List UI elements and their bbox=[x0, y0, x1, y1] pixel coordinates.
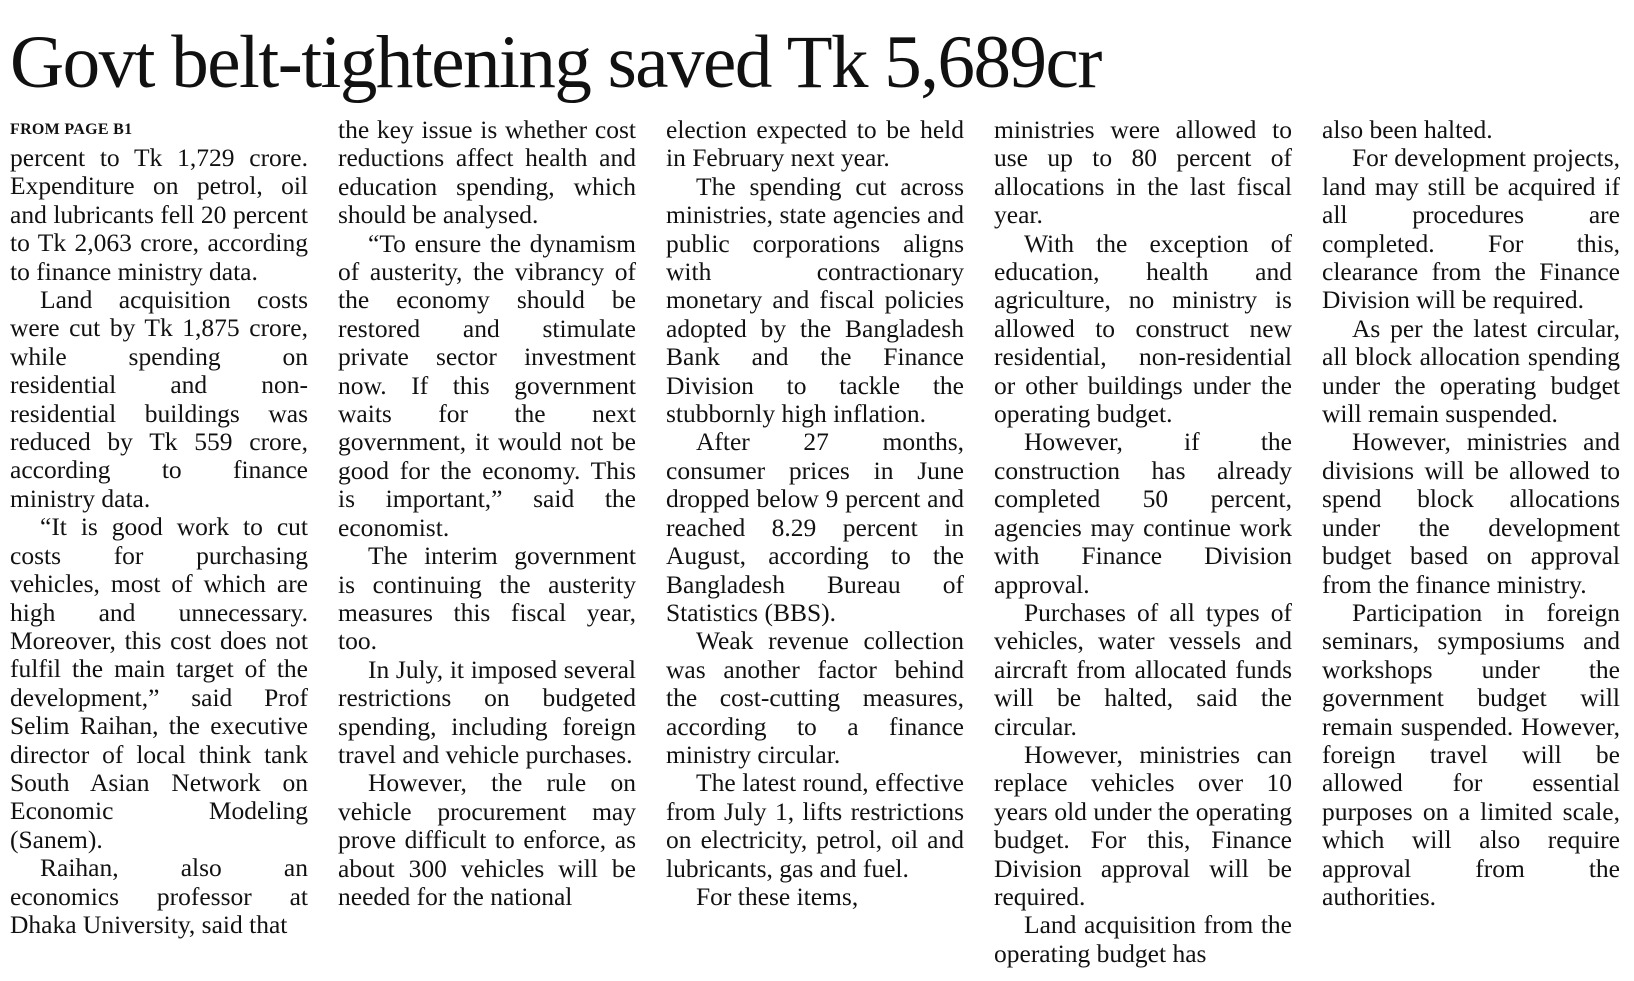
paragraph: Land acquisition costs were cut by Tk 1,875 crore, while spending on residential and non-residential buildings was reduced by Tk 559 crore, according to finance ministry data. bbox=[10, 285, 308, 513]
text-column-1 bbox=[10, 116, 308, 976]
text-column-5 bbox=[1322, 116, 1620, 976]
paragraph: Participation in foreign seminars, symposiums and workshops under the government budget will remain suspended. However, foreign travel will be allowed for essential purposes on a limited scale, which will also require approval from the authorities. bbox=[1322, 597, 1620, 911]
paragraph: the key issue is whether cost reductions affect health and education spending, which should be analysed. bbox=[338, 116, 636, 230]
paragraph: Weak revenue collection was another factor behind the cost-cutting measures, according to a finance ministry circular. bbox=[666, 626, 964, 769]
paragraph: ministries were allowed to use up to 80 percent of allocations in the last fiscal year. bbox=[994, 116, 1292, 230]
paragraph: In July, it imposed several restrictions on budgeted spending, including foreign travel and vehicle purchases. bbox=[338, 654, 636, 769]
text-column-4 bbox=[994, 116, 1292, 976]
text-column-2 bbox=[338, 116, 636, 976]
paragraph: “It is good work to cut costs for purchasing vehicles, most of which are high and unnecessary. Moreover, this cost does not fulfil the main target of the development,” said Prof Selim Raihan, the executive director of local think tank South Asian Network on Economic Modeling (Sanem). bbox=[10, 512, 308, 854]
paragraph: For development projects, land may still be acquired if all procedures are completed. For this, clearance from the Finance Division will be required. bbox=[1322, 143, 1620, 315]
article-body bbox=[10, 116, 1624, 976]
paragraph: election expected to be held in February next year. bbox=[666, 116, 964, 173]
paragraph: Purchases of all types of vehicles, water vessels and aircraft from allocated funds will be halted, said the circular. bbox=[994, 597, 1292, 741]
paragraph: The latest round, effective from July 1, lifts restrictions on electricity, petrol, oil and lubricants, gas and fuel. bbox=[666, 768, 964, 883]
paragraph: percent to Tk 1,729 crore. Expenditure on petrol, oil and lubricants fell 20 percent to Tk 2,063 crore, according to finance ministry data. bbox=[10, 143, 308, 286]
paragraph: However, if the construction has already completed 50 percent, agencies may continue work with Finance Division approval. bbox=[994, 427, 1292, 599]
paragraph: “To ensure the dynamism of austerity, the vibrancy of the economy should be restored and stimulate private sector investment now. If this government waits for the next government, it would not be good for the economy. This is important,” said the economist. bbox=[338, 228, 636, 542]
paragraph: However, the rule on vehicle procurement may prove difficult to enforce, as about 300 vehicles will be needed for the national bbox=[338, 768, 636, 911]
paragraph: After 27 months, consumer prices in June dropped below 9 percent and reached 8.29 percent in August, according to the Bangladesh Bureau of Statistics (BBS). bbox=[666, 427, 964, 627]
article-headline: Govt belt-tightening saved Tk 5,689cr bbox=[10, 21, 1101, 104]
paragraph: However, ministries can replace vehicles over 10 years old under the operating budget. For this, Finance Division approval will be required. bbox=[994, 739, 1292, 911]
paragraph: With the exception of education, health and agriculture, no ministry is allowed to construct new residential, non-residential or other buildings under the operating budget. bbox=[994, 228, 1292, 429]
paragraph: Land acquisition from the operating budget has bbox=[994, 910, 1292, 968]
paragraph: also been halted. bbox=[1322, 116, 1493, 144]
paragraph: For these items, bbox=[696, 881, 859, 911]
text-column-3 bbox=[666, 116, 964, 976]
paragraph: The interim government is continuing the austerity measures this fiscal year, too. bbox=[338, 541, 636, 656]
paragraph: However, ministries and divisions will be allowed to spend block allocations under the development budget based on approval from the finance ministry. bbox=[1322, 427, 1620, 599]
continuation-kicker: FROM PAGE B1 bbox=[10, 121, 133, 138]
paragraph: The spending cut across ministries, state agencies and public corporations aligns with contractionary monetary and fiscal policies adopted by the Bangladesh Bank and the Finance Division to tackle the stubbornly high inflation. bbox=[666, 171, 964, 429]
paragraph: As per the latest circular, all block allocation spending under the operating budget will remain suspended. bbox=[1322, 313, 1620, 429]
paragraph: Raihan, also an economics professor at Dhaka University, said that bbox=[10, 853, 308, 939]
